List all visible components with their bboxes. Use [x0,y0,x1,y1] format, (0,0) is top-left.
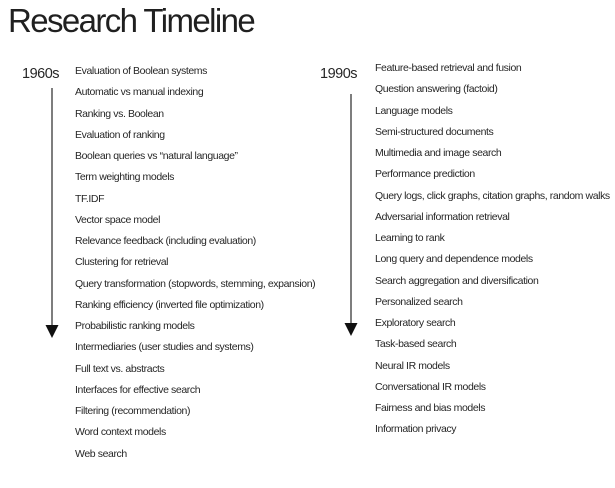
timeline-item: Query logs, click graphs, citation graphs, random walks [375,189,610,202]
timeline-item: Evaluation of Boolean systems [75,65,207,77]
timeline-item: Web search [75,447,127,460]
decade-label-1990s: 1990s [320,66,358,82]
timeline-item: Evaluation of ranking [75,128,165,141]
timeline-item: Adversarial information retrieval [375,210,510,223]
timeline-item: Task-based search [375,338,457,351]
timeline-item: Intermediaries (user studies and systems) [75,341,254,354]
page-title: Research Timeline [8,2,255,39]
timeline-item: Question answering (factoid) [375,83,498,96]
timeline-item: Full text vs. abstracts [75,362,165,375]
decade-label-1960s: 1960s [22,66,60,82]
timeline-item: Conversational IR models [375,380,486,393]
timeline-item: Fairness and bias models [375,402,486,414]
timeline-item: Vector space model [75,213,161,226]
timeline-item: Term weighting models [75,171,174,184]
timeline-item: Search aggregation and diversification [375,274,539,287]
timeline-item: Performance prediction [375,168,475,181]
timeline-item: Automatic vs manual indexing [75,86,204,99]
timeline-item: Exploratory search [375,317,456,329]
timeline-item: Clustering for retrieval [75,256,169,269]
timeline-item: Ranking vs. Boolean [75,107,164,120]
timeline-item: TF.IDF [75,192,105,205]
timeline-item: Semi-structured documents [375,125,494,138]
timeline-item: Information privacy [375,423,457,436]
timeline-item: Neural IR models [375,359,450,372]
timeline-item: Ranking efficiency (inverted file optimization) [75,298,264,311]
timeline-item-list-1990s [375,58,610,441]
timeline-item: Interfaces for effective search [75,383,201,396]
timeline-item: Long query and dependence models [375,253,533,266]
timeline-item: Learning to rank [375,232,445,244]
timeline-item: Filtering (recommendation) [75,405,191,417]
timeline-item: Probabilistic ranking models [75,320,195,332]
down-arrow-icon-1990s [343,94,359,336]
timeline-item: Language models [375,104,453,117]
timeline-item: Word context models [75,426,166,439]
timeline-item: Feature-based retrieval and fusion [375,62,522,74]
down-arrow-icon-1960s [44,86,60,338]
timeline-item-list-1960s [75,61,315,465]
timeline-item: Boolean queries vs “natural language” [75,150,238,162]
timeline-item: Multimedia and image search [375,147,502,159]
timeline-item: Relevance feedback (including evaluation) [75,235,256,247]
timeline-item: Query transformation (stopwords, stemming, expansion) [75,277,316,290]
timeline-item: Personalized search [375,295,463,308]
